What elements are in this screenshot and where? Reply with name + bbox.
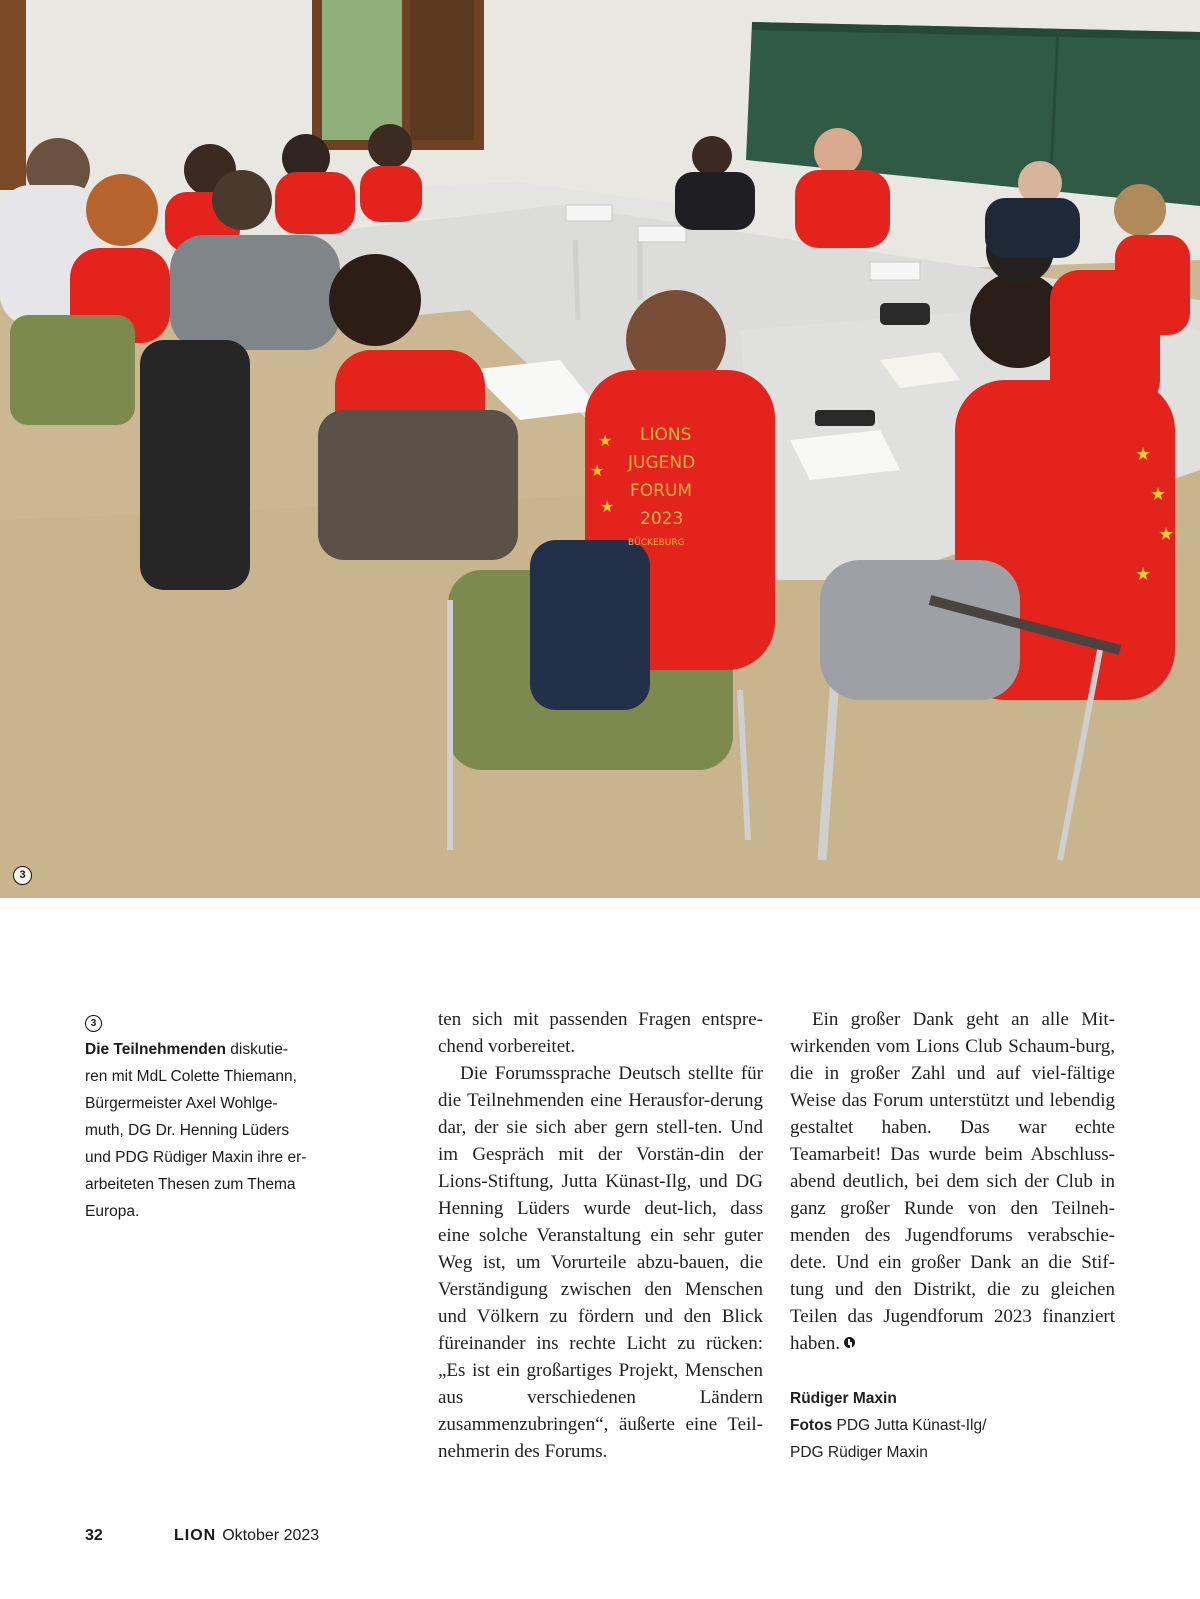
magazine-name: LION xyxy=(174,1527,217,1544)
article-credits xyxy=(790,1385,1115,1466)
paragraph: ten sich mit passenden Fragen entspre-chend vorbereitet. xyxy=(438,1009,763,1057)
photos-credit-2: PDG Rüdiger Maxin xyxy=(790,1444,928,1461)
author-name: Rüdiger Maxin xyxy=(790,1390,897,1407)
caption-text xyxy=(85,1036,330,1225)
caption-line: muth, DG Dr. Henning Lüders xyxy=(85,1122,290,1139)
article-column-2 xyxy=(438,1006,763,1465)
caption-line: diskutie- xyxy=(225,1041,288,1058)
photo-number-badge: 3 xyxy=(13,866,32,885)
caption-line: arbeiteten Thesen zum Thema xyxy=(85,1176,296,1193)
caption-line: Europa. xyxy=(85,1203,140,1220)
svg-text:★: ★ xyxy=(590,463,605,480)
shirt-text-line: BÜCKEBURG xyxy=(628,538,685,548)
shirt-text-line: FORUM xyxy=(630,481,693,501)
shirt-text-line: 2023 xyxy=(640,509,684,529)
caption-line: ren mit MdL Colette Thiemann, xyxy=(85,1068,297,1085)
paragraph xyxy=(790,1006,1115,1357)
photo-caption xyxy=(85,1013,330,1225)
svg-text:★: ★ xyxy=(1150,484,1167,504)
caption-line: und PDG Rüdiger Maxin ihre er- xyxy=(85,1149,307,1166)
issue-date: Oktober 2023 xyxy=(222,1527,320,1544)
svg-text:★: ★ xyxy=(1135,444,1152,464)
caption-line: Bürgermeister Axel Wohlge- xyxy=(85,1095,278,1112)
svg-text:★: ★ xyxy=(598,433,613,450)
svg-text:★: ★ xyxy=(600,499,615,516)
svg-text:★: ★ xyxy=(1135,564,1152,584)
shirt-text-line: LIONS xyxy=(640,425,692,445)
page-number: 32 xyxy=(85,1527,103,1544)
lion-end-mark-icon xyxy=(844,1337,855,1348)
page-footer xyxy=(85,1527,319,1545)
svg-text:★: ★ xyxy=(1158,524,1175,544)
article-column-3 xyxy=(790,1006,1115,1466)
caption-number-badge: 3 xyxy=(85,1015,102,1032)
photos-label: Fotos xyxy=(790,1417,833,1434)
shirt-text-line: JUGEND xyxy=(628,453,696,473)
caption-lead: Die Teilnehmenden xyxy=(85,1041,226,1058)
photos-credit: PDG Jutta Künast-Ilg/ xyxy=(832,1417,987,1434)
paragraph: Die Forumssprache Deutsch stellte für die Teilnehmenden eine Herausfor-derung dar, der sie sich aber gern stell-ten. Und im Gespräch mit der Vorstän-din der Lions-Stiftung, Jutta Künast-Ilg, und DG Henning Lüders wurde deut-lich, dass eine solche Veranstaltung ein sehr guter Weg ist, um Vorurteile abzu-bauen, die Verständigung zwischen den Menschen und Völkern zu fördern und den Blick füreinander ins rechte Licht zu rücken: „Es ist ein großartiges Projekt, Menschen aus verschiedenen Ländern zusammenzubringen“, äußerte eine Teil-nehmerin des Forums. xyxy=(438,1063,763,1462)
paragraph-text: Ein großer Dank geht an alle Mit-wirkenden vom Lions Club Schaum-burg, die in großer Zahl und auf viel-fältige Weise das Forum unterstützt und lebendig gestaltet haben. Das war echte Teamarbeit! Das wurde beim Abschluss-abend deutlich, bei dem sich der Club in ganz großer Runde von den Teilneh-menden des Jugendforums verabschie-dete. Und ein großer Dank an die Stif-tung und den Distrikt, die zu gleichen Teilen das Jugendforum 2023 finanziert haben. xyxy=(790,1009,1115,1354)
